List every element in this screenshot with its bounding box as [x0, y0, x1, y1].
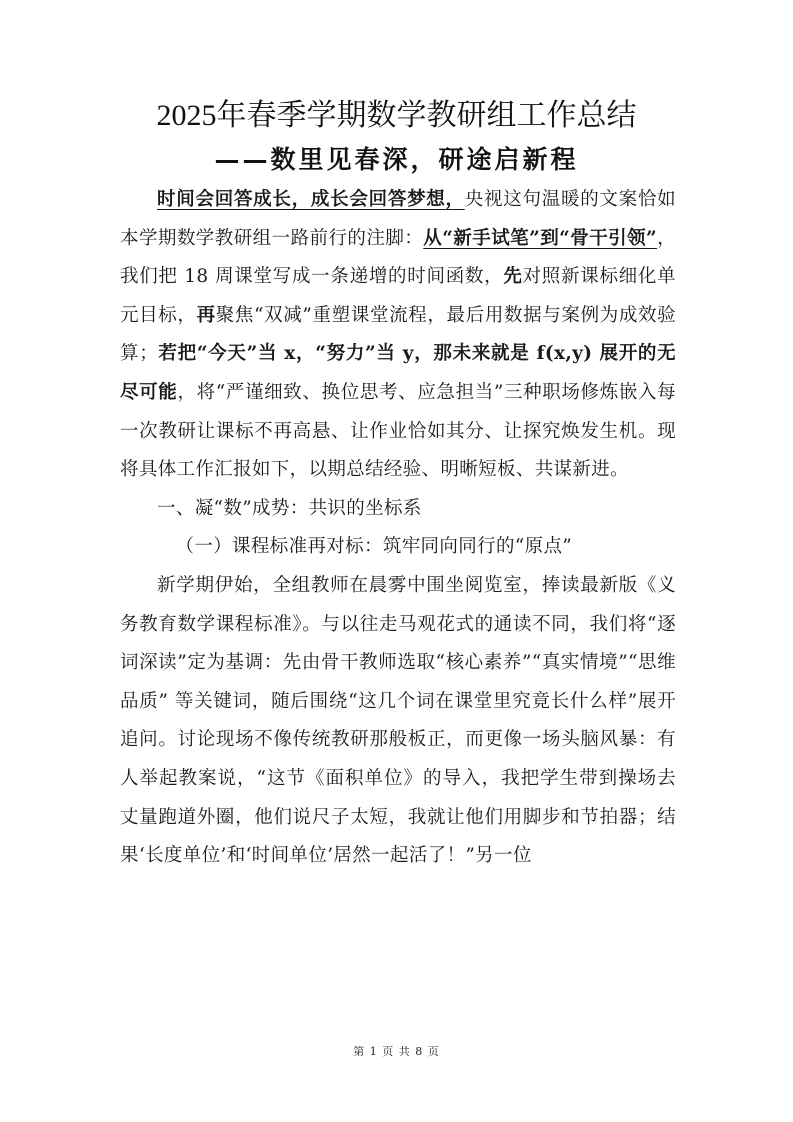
- intro-text-5: ，将“严谨细致、换位思考、应急担当”三种职场修炼嵌入每一次教研让课标不再高悬、让作业恰如其分、让探究焕发生机。现将具体工作汇报如下，以期总结经验、明晰短板、共谋新进。: [120, 381, 676, 481]
- intro-text-3: 对照新课标细化单元目标，: [120, 266, 676, 326]
- intro-emphasis-2: 若把“今天”当 x，“努力”当 y，那未来就是 f(x,y) 展开的无尽可能: [120, 343, 676, 403]
- intro-lead-quote: 时间会回答成长，成长会回答梦想，: [157, 189, 465, 210]
- page-title: 2025年春季学期数学教研组工作总结: [156, 99, 637, 132]
- section-1-1-heading: （一）课程标准再对标：筑牢同向同行的“原点”: [175, 536, 573, 558]
- intro-first-word: 先: [503, 266, 523, 288]
- intro-text-1: 央视这句温暖的文案恰如本学期数学教研组一路前行的注脚：: [120, 189, 676, 249]
- intro-text-4: 聚焦“双减”重塑课堂流程，最后用数据与案例为成效验算；: [120, 304, 677, 365]
- page-subtitle: ——数里见春深，研途启新程: [214, 145, 579, 174]
- intro-emphasis-1: 从“新手试笔”到“骨干引领”: [423, 227, 658, 249]
- document-body: [120, 181, 676, 876]
- section-1-heading: 一、凝“数”成势：共识的坐标系: [157, 497, 422, 519]
- intro-then-word: 再: [196, 304, 216, 326]
- section-1-1-paragraph: 新学期伊始，全组教师在晨雾中围坐阅览室，捧读最新版《义务教育数学课程标准》。与以往走马观花式的通读不同，我们将“逐词深读”定为基调：先由骨干教师选取“核心素养”“真实情境”“思维品质” 等关键词，随后围绕“这几个词在课堂里究竟长什么样”展开追问。讨论现场不像传统教研那般板正，而更像一场头脑风暴：有人举起教案说，“这节《面积单位》的导入，我把学生带到操场去丈量跑道外圈，他们说尺子太短，我就让他们用脚步和节拍器；结果‘长度单位’和‘时间单位’居然一起活了！”另一位: [120, 574, 676, 867]
- page-footer: 第 1 页 共 8 页: [353, 1045, 440, 1058]
- intro-text-2: ，我们把 18 周课堂写成一条递增的时间函数，: [120, 227, 676, 288]
- intro-paragraph: [120, 181, 676, 490]
